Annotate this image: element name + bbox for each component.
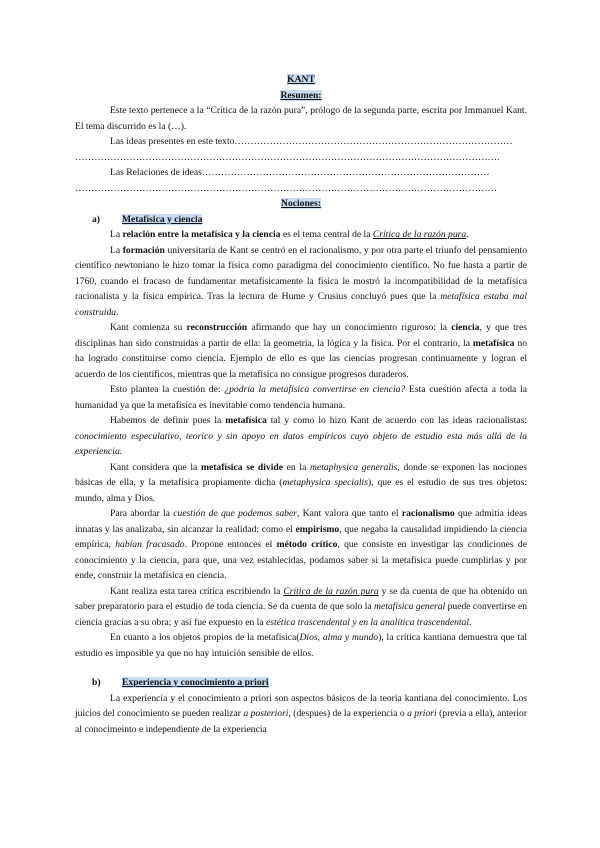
section-a-paragraph-8: Kant realiza esta tarea crítica escribiendo la Crítica de la razón pura y se da cuenta de que ha obtenido un saber preparatorio para el estudio de toda ciencia. Se da cuenta de que solo la metafísica general puede convertirse en ciencia gracias a su obra; y así fue expuesto en la estética trascendental y en la analítica trascendental. [75,585,527,628]
section-a-label: a) [92,213,100,225]
section-b-label: b) [92,677,101,688]
section-b-paragraph-1: La experiencia y el conocimiento a priori son aspectos básicos de la teoría kantiana del conocimiento. Los juicios del conocimiento se pueden realizar a posteriori, (despues) de la experiencia o a priori (previa a ella), anterior al conocimeinto e independiente de la experiencia [75,692,528,735]
section-b-heading [92,675,527,691]
ideas-dots: …………………………………………………………………………… [234,136,513,147]
ideas-label: Las ideas presentes en este texto [110,136,235,147]
nociones-heading-line [75,196,527,212]
ideas-line [75,134,527,150]
section-a-title: Metafísica y ciencia [122,213,203,225]
relaciones-line [75,165,527,181]
section-a-heading [92,212,527,228]
section-gap [75,661,527,675]
nociones-heading: Nociones: [281,198,321,209]
relaciones-dots-line: …………………………………………………………………………………………………………………… [75,182,498,194]
document-page [75,72,527,737]
ideas-dots-line: ……………………………………………………………………………………………………………………. [75,151,500,163]
section-a-paragraph-6: Kant considera que la metafísica se divide en la metaphysica generalis, donde se exponen las nociones básicas de ella, y la metafísica propiamente dicha (metaphysica specialis), que es el estudio de sus tres objetos: mundo, alma y Dios. [75,461,527,504]
section-a-paragraph-9: En cuanto a los objetos propios de la metafísica(Dios, alma y mundo), la crítica kantiana demuestra que tal estudio es imposible ya que no hay intuición sensible de ellos. [75,632,527,659]
section-a-paragraph-4: Esto plantea la cuestión de: ¿podría la metafísica convertirse en ciencia? Esta cuestión afecta a toda la humanidad ya que la metafísica es inevitable como tendencia humana. [75,384,527,411]
section-a-paragraph-3: Kant comienza su reconstrucción afirmando que hay un conocimiento riguroso: la ciencia, y que tres disciplinas han sido construidas a partir de ella: la geometría, la lógica y la física. Por el contrario, la metafísica no ha logrado constituirse como ciencia. Ejemplo de ello es que las ciencias progresan continuamente y logran el acuerdo de los científicos, mientras que la metafísica no consigue progresos duraderos. [75,322,527,380]
section-a-paragraph-5: Habemos de definir pues la metafísica tal y como lo hizo Kant de acuerdo con las ideas racionalistas: conocimiento especulativo, teorico y sin apoyo en datos empíricos cuyo objeto de estudio esta más allá de la experiencia. [75,415,527,457]
relaciones-dots: ……………………………………………………………………………… [201,167,490,178]
resumen-paragraph: Este texto pertenece a la “Crítica de la razón pura”, prólogo de la segunda parte, escrita por Immanuel Kant. El tema discurrido es la (…). [75,105,527,132]
section-a-paragraph-7: Para abordar la cuestión de que podemos saber, Kant valora que tanto el racionalismo que admitía ideas innatas y las analizaba, sin alcanzar la realidad; como el empirismo, que negaba la causalidad impidiendo la ciencia empírica, habían fracasado. Propone entonces el método crítico, que consiste en investigar las condiciones de conocimiento y la ciencia, para que, una vez establecidas, podamos saber si la metafísica puede cumplirlas y por ende, construir la metafísica en ciencia. [75,508,528,581]
resumen-heading: Resumen: [280,89,322,101]
section-a-paragraph-1: La relación entre la metafísica y la ciencia es el tema central de la Crítica de la razón pura. [110,229,469,240]
relaciones-label: Las Relaciones de ideas [110,167,202,178]
document-title: KANT [287,74,315,85]
title-line [75,72,527,88]
section-b-title: Experiencia y conocimiento a priori [122,677,269,688]
resumen-heading-line [75,88,527,104]
section-a-paragraph-2: La formación universitaria de Kant se centró en el racionalismo, y por otra parte el triunfo del pensamiento científico newtoniano le hizo tomar la física como paradigma del conocimiento científico. No fue hasta a partir de 1760, cuando el fracaso de fundamentar metafísicamente la física le mostró la incompatibilidad de la metafísica racionalista y la física empírica. Tras la lectura de Hume y Crusius concluyó pues que la metafísica estaba mal construida. [75,244,527,318]
